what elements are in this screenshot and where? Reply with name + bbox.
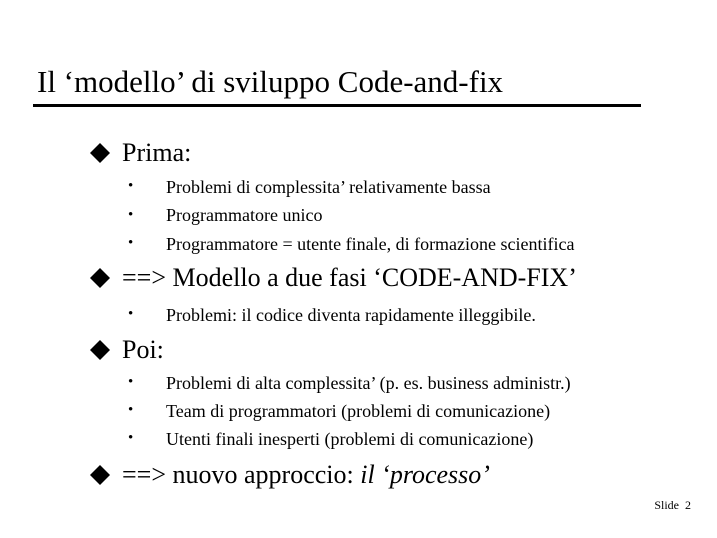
title-underline <box>33 104 641 107</box>
heading-text: ==> nuovo approccio: <box>122 460 361 489</box>
section-heading <box>122 459 490 491</box>
list-item: Problemi di alta complessita’ (p. es. business administr.) <box>166 373 571 393</box>
sub-bullet: • <box>128 235 134 251</box>
sub-bullet: • <box>128 178 134 194</box>
sub-bullet: • <box>128 207 134 223</box>
list-item: Problemi: il codice diventa rapidamente illeggibile. <box>166 305 536 325</box>
list-item: Programmatore unico <box>166 205 323 225</box>
slide-title: Il ‘modello’ di sviluppo Code-and-fix <box>37 64 504 99</box>
sub-bullet: • <box>128 402 134 418</box>
section-heading: ==> Modello a due fasi ‘CODE-AND-FIX’ <box>122 263 577 292</box>
list-item: Problemi di complessita’ relativamente bassa <box>166 177 491 197</box>
section-heading: Prima: <box>122 138 192 167</box>
list-item: Programmatore = utente finale, di formazione scientifica <box>166 234 575 254</box>
section-heading: Poi: <box>122 335 164 364</box>
slide-number <box>654 497 691 513</box>
sub-bullet: • <box>128 306 134 322</box>
slide-number-value: 2 <box>685 498 691 512</box>
list-item: Utenti finali inesperti (problemi di comunicazione) <box>166 429 534 449</box>
list-item: Team di programmatori (problemi di comunicazione) <box>166 401 551 421</box>
sub-bullet: • <box>128 430 134 446</box>
slide-label: Slide <box>654 498 679 512</box>
heading-emphasis: il ‘processo’ <box>360 460 490 489</box>
sub-bullet: • <box>128 374 134 390</box>
